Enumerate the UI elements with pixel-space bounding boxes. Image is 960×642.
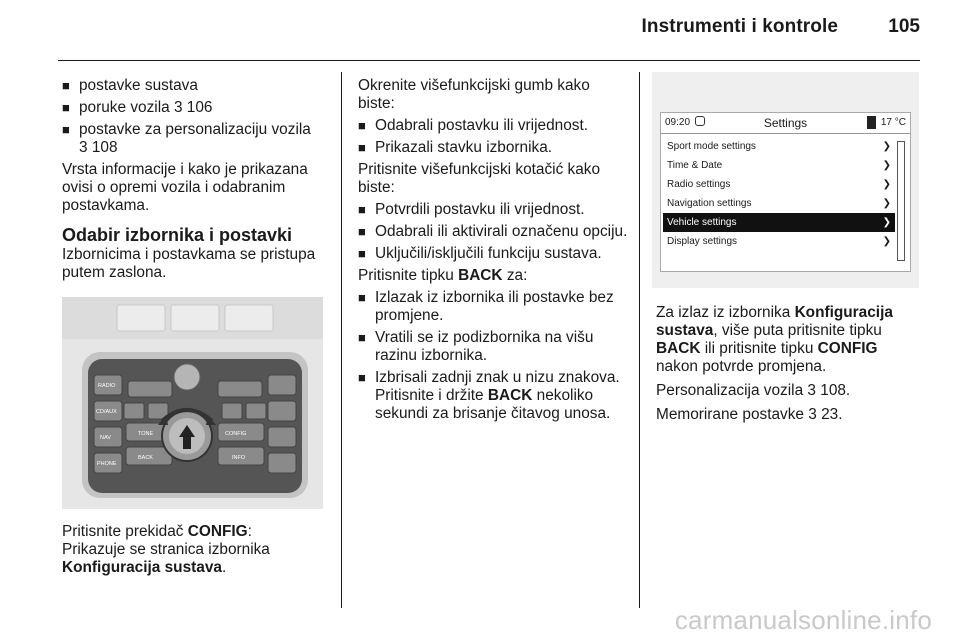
list-item: ■ Potvrdili postavku ili vrijednost. (358, 201, 585, 218)
page-reference: 3 108 (79, 139, 118, 156)
menu-item-label: Vehicle settings (667, 217, 737, 228)
menu-item-label: Time & Date (667, 160, 723, 171)
watermark: carmanualsonline.info (674, 605, 932, 635)
list-item: ■ Odabrali postavku ili vrijednost. (358, 117, 589, 134)
settings-screen-image (652, 72, 919, 288)
back-key: BACK (458, 267, 503, 284)
menu-item-label: Radio settings (667, 179, 731, 190)
paragraph (358, 267, 628, 285)
info-button-label: INFO (232, 455, 246, 461)
radio-button-label: RADIO (98, 383, 116, 389)
back-button-label: BACK (138, 455, 153, 461)
paragraph (656, 382, 918, 400)
display-screen (660, 112, 911, 272)
chevron-right-icon: ❯ (882, 236, 891, 247)
config-key: CONFIG (187, 523, 248, 540)
list-item: ■ Izbrisali zadnji znak u nizu znakova. Pritisnite i držite BACK nekoliko sekundi za brisanje čitavog unosa. (358, 369, 620, 422)
config-button-label: CONFIG (225, 431, 247, 437)
text: Pritisnite prekidač (62, 523, 188, 540)
text: Memorirane postavke (656, 406, 809, 423)
list-item-text: Odabrali postavku ili vrijednost. (375, 117, 589, 134)
list-item: ■ postavke sustava (62, 77, 198, 94)
tone-button-label: TONE (138, 431, 154, 437)
column-2 (358, 77, 628, 427)
cd-aux-button-label: CD/AUX (96, 409, 117, 415)
screen-time: 09:20 (665, 117, 691, 128)
chevron-right-icon: ❯ (882, 141, 891, 152)
page-reference: 3 106 (173, 99, 213, 116)
menu-item (663, 156, 895, 175)
list-item-text: postavke sustava (79, 77, 198, 94)
intro-paragraph: Vrsta informacije i kako je prikazana ovisi o opremi vozila i odabranim postavkama. (62, 161, 308, 214)
column-divider-1 (341, 72, 342, 608)
list-item-text: Vratili se iz podizbornika na višu razinu izbornika. (375, 329, 594, 364)
phone-button-label: PHONE (97, 461, 117, 467)
back-key: BACK (656, 340, 701, 357)
page-number: 105 (888, 16, 920, 37)
list-item: ■ postavke za personalizaciju vozila 3 108 (62, 121, 311, 156)
paragraph (656, 406, 918, 424)
text: Izbrisali zadnji znak u nizu znakova. Pritisnite i držite (375, 369, 620, 404)
paragraph: Pritisnite višefunkcijski kotačić kako biste: (358, 161, 601, 196)
list-item-text: Potvrdili postavku ili vrijednost. (375, 201, 585, 218)
page-title: Instrumenti i kontrole (641, 16, 838, 37)
text: Za izlaz iz izbornika (656, 304, 795, 321)
back-key: BACK (487, 387, 533, 404)
text: nekoliko sekundi za brisanje čitavog unosa. (375, 387, 611, 422)
chevron-right-icon: ❯ (882, 198, 891, 209)
control-panel-illustration (62, 297, 323, 509)
page-reference: 3 23. (808, 406, 843, 423)
list-item: ■ Vratili se iz podizbornika na višu razinu izbornika. (358, 329, 594, 364)
text: Pritisnite tipku (358, 267, 459, 284)
chevron-right-icon: ❯ (882, 160, 891, 171)
menu-item-label: Sport mode settings (667, 141, 756, 152)
menu-item (663, 232, 895, 251)
screen-title: Settings (763, 116, 808, 130)
control-panel-photo (62, 297, 323, 509)
list-item: ■ Izlazak iz izbornika ili postavke bez promjene. (358, 289, 614, 324)
menu-item (663, 175, 895, 194)
column-1-after-image (62, 523, 330, 577)
config-key: CONFIG (817, 340, 878, 357)
config-paragraph (62, 523, 330, 577)
text: nakon potvrde promjena. (656, 358, 827, 375)
chevron-right-icon: ❯ (882, 217, 891, 228)
chevron-right-icon: ❯ (882, 179, 891, 190)
menu-item (663, 194, 895, 213)
text: . (221, 559, 227, 576)
menu-name: Konfiguracija sustava (62, 559, 222, 576)
nav-button-label: NAV (100, 435, 111, 441)
paragraph: Okrenite višefunkcijski gumb kako biste: (358, 77, 590, 112)
menu-item (663, 137, 895, 156)
text: : (247, 523, 252, 540)
text: Personalizacija vozila (656, 382, 808, 399)
menu-item-label: Display settings (667, 236, 738, 247)
exit-paragraph (656, 304, 918, 376)
header-divider (58, 60, 920, 61)
column-divider-2 (639, 72, 640, 608)
list-item: ■ Odabrali ili aktivirali označenu opciju. (358, 223, 628, 240)
menu-item-label: Navigation settings (667, 198, 752, 209)
list-item-text: Izlazak iz izbornika ili postavke bez promjene. (375, 289, 614, 324)
list-item: ■ Prikazali stavku izbornika. (358, 139, 553, 156)
menu-item-selected (663, 213, 895, 232)
list-item: ■ Uključili/isključili funkciju sustava. (358, 245, 602, 262)
phone-icon (867, 116, 876, 129)
section-heading: Odabir izbornika i postavki (62, 225, 293, 245)
text: za: (502, 267, 528, 284)
column-3 (656, 304, 918, 428)
settings-menu-list (663, 137, 895, 251)
menu-name: Konfiguracija sustava (656, 304, 893, 339)
list-item-text: Uključili/isključili funkciju sustava. (375, 245, 602, 262)
column-1 (62, 77, 330, 286)
heading-paragraph: Izbornicima i postavkama se pristupa putem zaslona. (62, 246, 316, 281)
list-item: ■ poruke vozila 3 106 (62, 99, 213, 116)
text: ili pritisnite tipku (700, 340, 818, 357)
list-item-text: poruke vozila (79, 99, 174, 116)
screen-temperature: 17 °C (880, 117, 906, 128)
screen-status-bar (661, 113, 910, 134)
text: , više puta pritisnite tipku (713, 322, 882, 339)
list-item-text: Prikazali stavku izbornika. (375, 139, 553, 156)
text: Prikazuje se stranica izbornika (62, 541, 270, 558)
page-reference: 3 108. (807, 382, 851, 399)
scrollbar (897, 141, 905, 261)
list-item-text: Odabrali ili aktivirali označenu opciju. (375, 223, 628, 240)
list-item-text: postavke za personalizaciju vozila (79, 121, 311, 138)
